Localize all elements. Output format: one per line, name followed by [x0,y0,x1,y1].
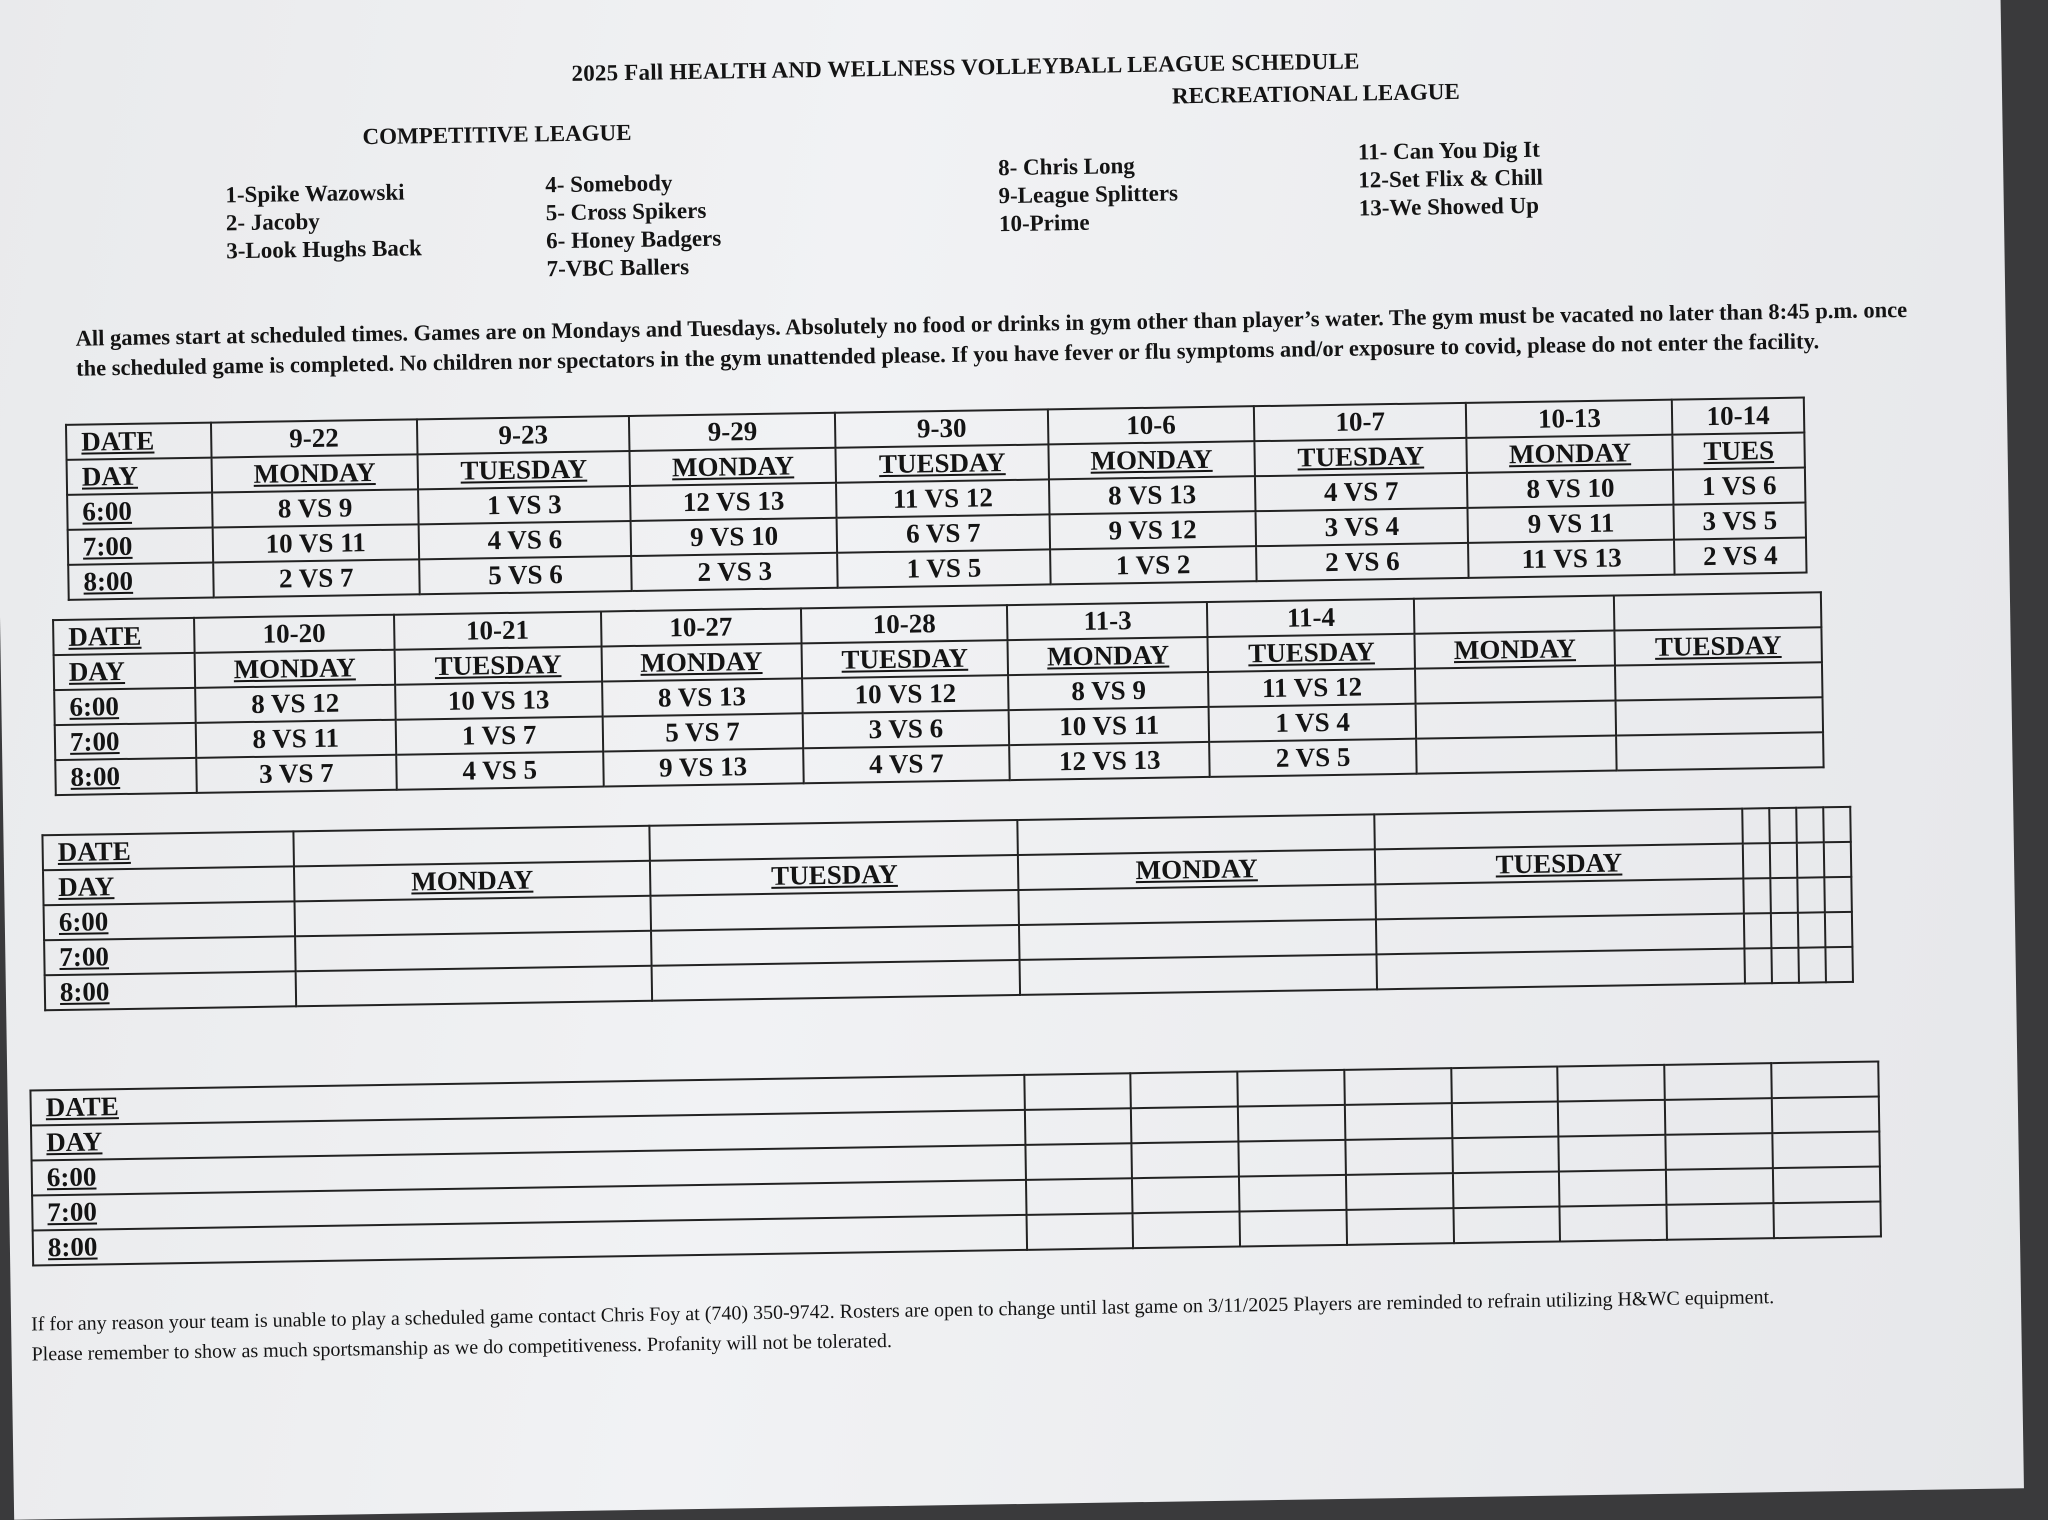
game-cell: 10 VS 11 [1009,707,1209,745]
team: 1-Spike Wazowski [225,179,405,208]
date-cell [1451,1067,1558,1104]
date-cell: 9-29 [629,413,835,451]
game-cell [294,896,651,937]
team: 3-Look Hughs Back [226,235,423,264]
day-cell [1452,1102,1559,1139]
game-cell [1797,877,1825,912]
game-cell: 5 VS 6 [419,556,632,594]
date-cell [1018,814,1375,855]
date-cell [1414,596,1614,634]
day-cell: TUESDAY [394,646,601,684]
game-cell [1238,1140,1345,1177]
game-cell [1415,666,1615,704]
game-cell [1743,878,1771,913]
date-cell: 10-27 [601,608,801,646]
team: 7-VBC Ballers [546,254,690,282]
row-label: 8:00 [68,563,213,600]
game-cell: 2 VS 3 [632,553,838,591]
game-cell [1240,1210,1347,1247]
day-cell: MONDAY [601,643,801,681]
game-cell [651,925,1020,966]
date-cell [1796,807,1824,842]
game-cell [1666,1133,1773,1170]
row-label: 7:00 [55,723,196,760]
game-cell [1132,1142,1239,1179]
game-cell [1667,1203,1774,1240]
game-cell: 10 VS 13 [395,681,602,719]
game-cell: 5 VS 7 [602,713,802,751]
date-cell: 10-20 [194,615,394,653]
game-cell: 4 VS 7 [803,745,1010,783]
game-cell [1133,1212,1240,1249]
row-label: 8:00 [45,971,296,1010]
day-cell: MONDAY [630,448,836,486]
day-cell: TUESDAY [417,451,630,489]
date-cell: 10-28 [801,605,1008,643]
date-cell [1769,808,1797,843]
day-cell: TUESDAY [1254,438,1467,476]
day-cell: MONDAY [1008,637,1208,675]
row-label: 7:00 [32,1180,1026,1231]
date-cell [1823,807,1851,842]
game-cell: 3 VS 4 [1255,508,1468,546]
competitive-league-heading: COMPETITIVE LEAGUE [362,119,632,150]
team: 9-League Splitters [998,180,1179,209]
game-cell [1771,913,1799,948]
game-cell: 10 VS 11 [213,524,419,562]
day-cell: MONDAY [294,861,651,902]
day-cell: MONDAY [1415,631,1615,669]
game-cell: 3 VS 6 [802,710,1009,748]
row-label: 8:00 [55,758,196,795]
team: 10-Prime [998,209,1090,237]
day-cell [1824,842,1852,877]
date-cell [1374,809,1743,850]
date-cell [1771,1061,1878,1098]
recreational-teams-col1 [998,151,1179,238]
team: 4- Somebody [545,170,673,198]
game-cell: 10 VS 12 [802,675,1009,713]
game-cell: 8 VS 9 [1008,672,1208,710]
game-cell [1020,954,1377,995]
game-cell [1453,1171,1560,1208]
page-title: 2025 Fall HEALTH AND WELLNESS VOLLEYBALL LEAGUE SCHEDULE [571,48,1360,86]
game-cell [651,890,1020,931]
row-label: 7:00 [44,936,295,975]
row-label: DAY [67,458,212,495]
footer-notes [31,1282,1775,1369]
game-cell [1824,877,1852,912]
date-cell: 11-3 [1007,602,1207,640]
game-cell: 1 VS 3 [418,486,631,524]
day-cell: TUESDAY [801,640,1008,678]
game-cell [1375,879,1744,920]
game-cell [1345,1138,1452,1175]
game-cell [1666,1168,1773,1205]
row-label: DAY [43,866,294,905]
game-cell: 3 VS 7 [196,755,396,793]
day-cell [1131,1107,1238,1144]
day-cell: TUESDAY [650,855,1019,896]
game-cell [1615,662,1822,700]
game-cell [1560,1205,1667,1242]
date-cell [1131,1072,1238,1109]
day-cell: MONDAY [211,454,417,492]
game-cell: 2 VS 6 [1256,543,1469,581]
game-cell [1772,1131,1879,1168]
row-label: 8:00 [33,1215,1027,1266]
game-cell [1559,1135,1666,1172]
footer-line: If for any reason your team is unable to play a scheduled game contact Chris Foy at (740) 350-9742. Rosters are open to change until last game on 3/11/2025 Players are reminded to refrain utilizing H&WC equipment. [30,1286,1775,1336]
team: 13-We Showed Up [1358,192,1540,221]
game-cell: 4 VS 6 [418,521,631,559]
game-cell [1771,948,1799,983]
day-cell [1772,1096,1879,1133]
game-cell [1346,1208,1453,1245]
game-cell: 12 VS 13 [630,483,836,521]
date-cell [1024,1073,1131,1110]
date-cell [649,820,1018,861]
team: 12-Set Flix & Chill [1358,164,1544,193]
schedule-table-4 [29,1060,1882,1266]
game-cell [1825,947,1853,982]
row-label: 6:00 [32,1145,1026,1196]
schedule-table-3 [41,806,1854,1011]
date-cell: 10-7 [1254,403,1467,441]
day-cell: MONDAY [1467,435,1673,473]
date-cell [1742,808,1770,843]
date-cell [1344,1068,1451,1105]
recreational-teams-col2 [1358,136,1544,223]
day-cell: TUESDAY [1208,634,1415,672]
game-cell: 2 VS 7 [213,559,419,597]
date-cell [1558,1065,1665,1102]
day-cell: TUESDAY [836,444,1049,482]
game-cell: 9 VS 11 [1468,505,1674,543]
row-label: DATE [42,831,293,870]
row-label: DATE [66,423,211,460]
game-cell: 1 VS 2 [1050,546,1256,584]
row-label: 6:00 [44,901,295,940]
game-cell [1239,1175,1346,1212]
game-cell [1825,912,1853,947]
game-cell [1744,913,1772,948]
game-cell: 4 VS 5 [396,751,603,789]
game-cell [1376,949,1745,990]
game-cell [1026,1213,1133,1250]
date-cell: 10-14 [1672,398,1804,435]
footer-line: Please remember to show as much sportsmanship as we do competitiveness. Profanity will not be tolerated. [31,1330,893,1366]
game-cell [1774,1201,1881,1238]
row-label: DAY [31,1110,1025,1161]
game-cell [1798,912,1826,947]
row-label: DATE [30,1075,1024,1126]
game-cell [1025,1143,1132,1180]
game-cell: 9 VS 10 [631,518,837,556]
day-cell: MONDAY [1048,441,1254,479]
day-cell [1024,1108,1131,1145]
game-cell: 8 VS 10 [1467,470,1673,508]
game-cell [1773,1166,1880,1203]
game-cell [1453,1206,1560,1243]
day-cell [1797,842,1825,877]
game-cell: 1 VS 5 [837,549,1050,587]
day-cell [1345,1103,1452,1140]
game-cell [1744,948,1772,983]
game-cell: 1 VS 4 [1209,704,1416,742]
date-cell: 9-22 [211,419,417,457]
day-cell [1743,843,1771,878]
day-cell: TUESDAY [1615,627,1822,665]
game-cell: 2 VS 5 [1209,739,1416,777]
game-cell: 11 VS 12 [1208,669,1415,707]
game-cell [1025,1178,1132,1215]
date-cell: 10-21 [394,611,601,649]
recreational-league-heading: RECREATIONAL LEAGUE [1171,78,1460,109]
date-cell: 10-6 [1048,406,1254,444]
row-label: DATE [53,618,194,655]
day-cell: MONDAY [1018,849,1375,890]
schedule-table-1 [65,397,1808,601]
game-cell: 11 VS 13 [1469,540,1675,578]
game-cell: 8 VS 9 [212,489,418,527]
game-cell: 8 VS 13 [602,678,802,716]
game-cell [1616,732,1823,770]
competitive-teams-col1 [225,178,422,265]
game-cell [1452,1137,1559,1174]
row-label: 6:00 [54,688,195,725]
game-cell [295,931,652,972]
row-label: 7:00 [68,528,213,565]
game-cell [1376,914,1745,955]
game-cell: 1 VS 7 [395,716,602,754]
game-cell [1346,1173,1453,1210]
day-cell [1238,1105,1345,1142]
day-cell: TUES [1673,433,1805,470]
schedule-table-2 [52,591,1825,796]
game-cell: 2 VS 4 [1674,538,1806,575]
game-cell [1559,1170,1666,1207]
game-cell [1019,919,1376,960]
row-label: 6:00 [67,493,212,530]
day-cell: MONDAY [194,650,394,688]
team: 6- Honey Badgers [545,225,722,254]
row-label: DAY [54,653,195,690]
date-cell: 11-4 [1207,599,1414,637]
date-cell: 9-23 [417,416,630,454]
team: 2- Jacoby [225,208,320,236]
game-cell [1416,736,1616,774]
game-cell [1132,1177,1239,1214]
game-cell [1416,701,1616,739]
competitive-teams-col2 [545,169,722,284]
game-cell: 9 VS 12 [1049,511,1255,549]
day-cell [1558,1100,1665,1137]
game-cell: 12 VS 13 [1010,742,1210,780]
date-cell: 9-30 [835,409,1048,447]
game-cell [1616,697,1823,735]
date-cell [1237,1070,1344,1107]
game-cell [1798,947,1826,982]
day-cell [1770,843,1798,878]
date-cell: 10-13 [1466,400,1672,438]
game-cell: 4 VS 7 [1255,473,1468,511]
game-cell: 8 VS 12 [195,685,395,723]
game-cell: 3 VS 5 [1674,503,1806,540]
team: 8- Chris Long [997,153,1136,181]
game-cell [296,966,653,1007]
team: 11- Can You Dig It [1357,136,1540,165]
game-cell: 11 VS 12 [836,479,1049,517]
team: 5- Cross Spikers [545,197,707,226]
game-cell: 6 VS 7 [837,514,1050,552]
day-cell: TUESDAY [1374,844,1743,885]
game-cell: 8 VS 13 [1049,476,1255,514]
rules-paragraph: All games start at scheduled times. Games are on Mondays and Tuesdays. Absolutely no food or drinks in gym other than player’s water. The gym must be vacated no later than 8:45 p.m. once the scheduled game is completed. No children nor spectators in the gym unattended please. If you have fever or flu symptoms and/or exposure to covid, please do not enter the facility. [75,296,1908,381]
game-cell [1770,878,1798,913]
date-cell [1614,592,1821,630]
game-cell [1019,884,1376,925]
game-cell: 8 VS 11 [196,720,396,758]
game-cell: 9 VS 13 [603,748,803,786]
date-cell [1665,1063,1772,1100]
day-cell [1665,1098,1772,1135]
game-cell: 1 VS 6 [1673,468,1805,505]
game-cell [652,960,1021,1001]
date-cell [293,826,650,867]
